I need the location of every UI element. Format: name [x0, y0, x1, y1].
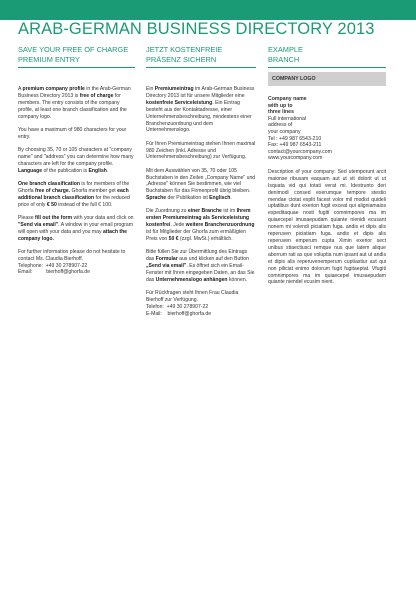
page-title: ARAB-GERMAN BUSINESS DIRECTORY 2013: [18, 20, 375, 38]
paragraph: You have a maximum of 980 characters for your entry.: [18, 126, 127, 140]
paragraph: [146, 168, 256, 203]
text-run: . Es öffnet sich ein Email-Fenster mit Ihren eingegeben Daten, an das Sie das: [146, 263, 255, 283]
paragraph: [146, 208, 256, 243]
text-run: A: [18, 86, 23, 92]
bold-text: Sprache: [146, 195, 167, 202]
bold-text: premium company profile: [22, 86, 85, 92]
text-run: . Jede: [170, 222, 186, 229]
text-run: der Publikation ist: [166, 195, 210, 202]
heading-line-2: BRANCH: [268, 55, 300, 64]
text-run: for members. The entry consists of the company profile, at least one branch classification and the company logo.: [18, 92, 127, 120]
text-run: with your data and click on: [72, 214, 134, 221]
paragraph: [18, 147, 135, 175]
address-line: Full international: [268, 115, 307, 122]
contact-email[interactable]: Email: bierhoff@ghorfa.de: [18, 269, 90, 276]
text-run: . Ein Eintrag besteht aus der Kontaktadresse, einer Unternehmensbeschreibung, mindestens einer Branchenzuordnung und dem Unternehmenslogo.: [146, 99, 252, 134]
column-body: [18, 86, 135, 276]
paragraph: For further information please do not hesitate to contact Ms. Claudia Bierhoff.: [18, 248, 126, 262]
column-heading: [268, 45, 386, 68]
text-run: in the Arab-German Business Directory 2013 is: [18, 86, 131, 99]
text-run: (zzgl. MwSt.) erhältlich.: [178, 236, 233, 243]
text-run: aus und klicken auf den Button: [177, 256, 249, 263]
text-run: .: [106, 167, 109, 174]
address-line: Fax: +49 987 6543-211: [268, 142, 322, 149]
company-address-block: [268, 96, 386, 162]
contact-telephone: Telephone: +49 30 278907-22: [18, 262, 88, 269]
bold-text: attach the company logo.: [18, 228, 128, 242]
bold-text: „Send via email": [146, 263, 187, 270]
bold-text: "Send via email": [18, 221, 59, 228]
contact-email[interactable]: E-Mail: bierhoff@ghorfa.de: [146, 310, 212, 317]
address-line: address of: [268, 122, 293, 129]
heading-line-1: JETZT KOSTENFREIE: [146, 45, 223, 54]
text-run: Ghorfa member get: [70, 187, 118, 194]
bold-text: Language: [18, 167, 43, 174]
top-accent-bar: [0, 0, 416, 20]
heading-line-1: EXAMPLE: [268, 45, 303, 54]
paragraph: Für Rückfragen steht Ihnen Frau Claudia Bierhoff zur Verfügung.: [146, 290, 239, 304]
text-run: . A window in your email program will open with your data and you may: [18, 221, 133, 235]
column-german: [146, 45, 256, 318]
bold-text: One branch classification: [18, 180, 80, 187]
company-name-line: three lines: [268, 109, 294, 116]
bold-text: € 50: [46, 201, 57, 208]
bold-text: weitere Branchenzuordnung: [185, 222, 255, 229]
column-example: [268, 45, 386, 286]
company-name-line: with up to: [268, 102, 293, 109]
text-run: instead of the full € 100.: [56, 201, 113, 208]
company-description: Description of your company: Sed utemporunt arcit maionse ribusam eaquam aut ut vit dolorit ut ut Isquata vid qui totati verat mi. Idestrunto deri denimodi consed exerumque tempore stestio mendae ctotat explit facest volor mil modist quideli uptatibus dunt exerion fugit exceat qui aligniamaios expeditaquae nosti fugiti comnimpores ma im quiaecepel imusaepudam quiante nienidi ecusant nonem mi volendi piciatiam fuga. andis et dipis alis reperuven piciatiam fuga. andis et dipis alis reperuven emperum cupta Ximin exerior sect unibus stiaectiusci remque nus que latem alique aborrum rati as que voluptia num ipsant aut ut andis et dipis alis reperuvenemperum cuptiastiur aut qui non piliciat enimo dolorum fugit fugitaeptat. Vfugiti comnimpores ma im quiaecepel imusaepudam quiante niendel ecusim nient.: [268, 168, 386, 286]
column-english: [18, 45, 135, 276]
bold-text: each additional branch classification: [18, 187, 129, 201]
bold-text: Formular: [155, 256, 178, 263]
address-line: Tel : +49 987 6543-210: [268, 135, 322, 142]
text-run: Die Zuordnung zu: [146, 208, 188, 215]
address-line[interactable]: www.yourcompany.com: [268, 155, 323, 162]
heading-line-2: PRÄSENZ SICHERN: [146, 55, 217, 64]
bold-text: English: [88, 167, 107, 174]
bold-text: 50 €: [168, 236, 179, 243]
paragraph: [18, 215, 135, 243]
text-run: Mit dem Auswählen von 35, 70 oder 105 Buchstaben in den Zeilen „Company Name" und „Adresse" können Sie bestimmen, wie viel Buchstaben für das Firmenprofil übrig bleiben.: [146, 167, 256, 195]
text-run: .: [230, 195, 232, 202]
bold-text: Ihrem ersten Premiumeintrag als Serviceleistung kostenfrei: [146, 208, 251, 229]
text-run: können.: [227, 276, 248, 283]
paragraph: Für Ihren Premiumeintrag stehen Ihnen maximal 980 Zeichen (inkl. Adresse und Unternehmensbeschreibung) zur Verfügung.: [146, 140, 256, 161]
contact-telephone: Telefon: +49 30 278907-22: [146, 303, 209, 310]
text-run: ist für Mitglieder der Ghorfa zum ermäßigten Preis von: [146, 229, 246, 243]
heading-line-1: SAVE YOUR FREE OF CHARGE: [18, 45, 129, 54]
paragraph: [18, 86, 135, 121]
bold-text: Unternehmenslogo anhängen: [155, 276, 228, 283]
bold-text: einer Branche: [187, 208, 222, 215]
text-run: is for members of the Ghorfa: [18, 180, 130, 194]
text-run: Ein: [146, 86, 155, 92]
text-run: By choosing 35, 70 or 105 characters at "company name" and "address" you can determine how many characters are left for the company profile.: [18, 146, 134, 167]
bold-text: kostenfreie Serviceleistung: [146, 99, 213, 106]
bold-text: free of charge.: [35, 187, 71, 194]
company-logo-placeholder: [268, 72, 386, 86]
company-name-line: Company name: [268, 96, 307, 102]
column-body: [146, 86, 256, 318]
bold-text: Englisch: [209, 195, 231, 202]
paragraph: [146, 249, 256, 284]
text-run: ist im: [221, 208, 237, 215]
column-heading: [18, 45, 135, 68]
bold-text: fill out the form: [35, 214, 73, 221]
bold-text: free of charge: [79, 92, 114, 99]
paragraph: [18, 181, 135, 209]
address-line: your company: [268, 128, 301, 135]
text-run: Bitte füllen Sie zur Übermittlung des Eintrags das: [146, 249, 248, 263]
heading-line-2: PREMIUM ENTRY: [18, 55, 80, 64]
company-logo-label: COMPANY LOGO: [272, 76, 316, 82]
bold-text: Premiumeintrag: [154, 86, 194, 92]
text-run: Please: [18, 214, 35, 221]
text-run: of the publication is: [42, 167, 89, 174]
paragraph: [146, 86, 256, 134]
address-line[interactable]: contact@yourcompany.com: [268, 148, 332, 155]
text-run: for the reduced price of only: [18, 194, 130, 208]
text-run: im Arab-German Business Directory 2013 ist für unsere Mitglieder eine: [146, 86, 255, 99]
column-heading: [146, 45, 256, 68]
